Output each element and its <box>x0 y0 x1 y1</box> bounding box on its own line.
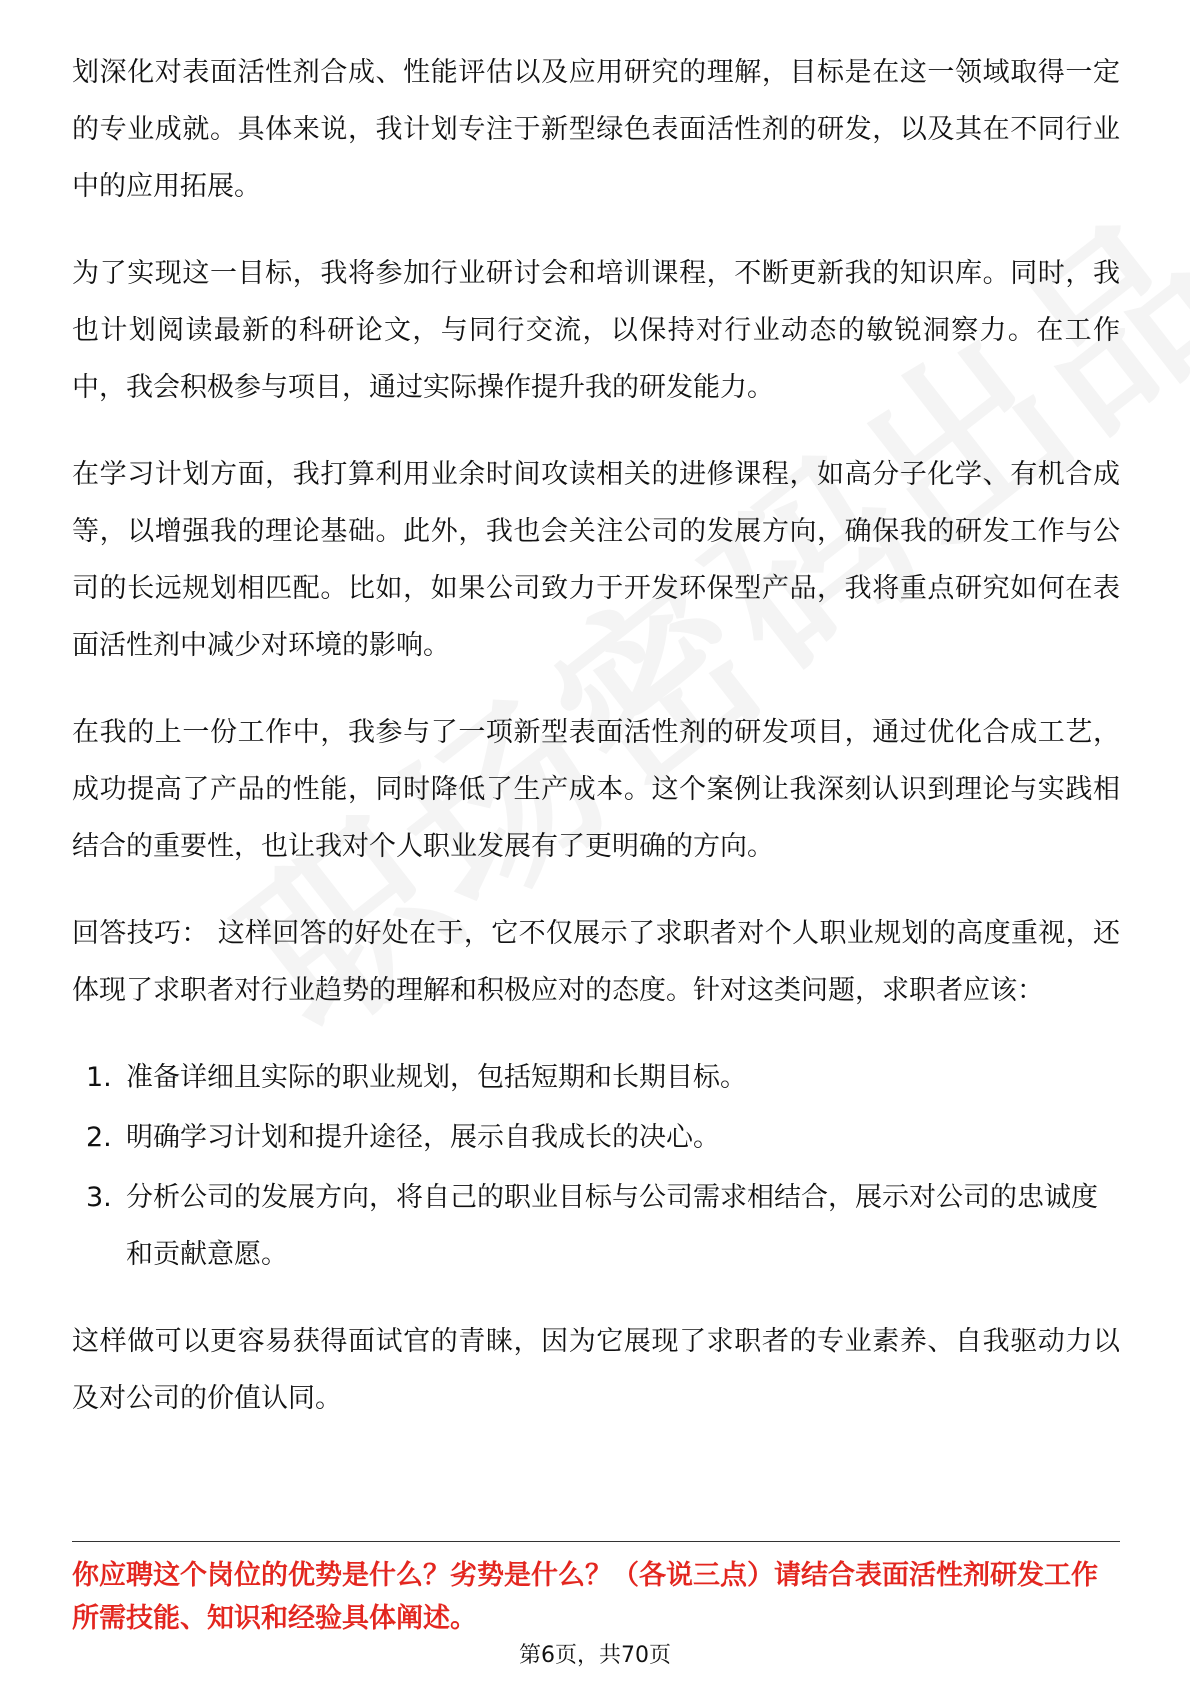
list-item <box>72 1049 1120 1106</box>
tips-list <box>72 1049 1120 1283</box>
list-item <box>72 1109 1120 1166</box>
paragraph-achieve-goal: 为了实现这一目标，我将参加行业研讨会和培训课程，不断更新我的知识库。同时，我也计划阅读最新的科研论文，与同行交流，以保持对行业动态的敏锐洞察力。在工作中，我会积极参与项目，通过实际操作提升我的研发能力。 <box>72 258 1120 403</box>
paragraph-closing: 这样做可以更容易获得面试官的青睐，因为它展现了求职者的专业素养、自我驱动力以及对公司的价值认同。 <box>72 1326 1120 1414</box>
list-item-text: 准备详细且实际的职业规划，包括短期和长期目标。 <box>126 1062 747 1093</box>
paragraph-career-goal: 划深化对表面活性剂合成、性能评估以及应用研究的理解，目标是在这一领域取得一定的专业成就。具体来说，我计划专注于新型绿色表面活性剂的研发，以及其在不同行业中的应用拓展。 <box>72 57 1120 202</box>
list-item-text: 明确学习计划和提升途径，展示自我成长的决心。 <box>126 1122 720 1153</box>
list-item-number: 1. <box>86 1062 112 1093</box>
list-item-text: 分析公司的发展方向，将自己的职业目标与公司需求相结合，展示对公司的忠诚度和贡献意愿。 <box>126 1182 1098 1270</box>
list-item-number: 3. <box>86 1182 112 1213</box>
paragraph-past-experience: 在我的上一份工作中，我参与了一项新型表面活性剂的研发项目，通过优化合成工艺，成功提高了产品的性能，同时降低了生产成本。这个案例让我深刻认识到理论与实践相结合的重要性，也让我对个人职业发展有了更明确的方向。 <box>72 717 1120 862</box>
list-item <box>72 1169 1120 1283</box>
section-divider <box>72 1541 1120 1542</box>
paragraph-study-plan: 在学习计划方面，我打算利用业余时间攻读相关的进修课程，如高分子化学、有机合成等，以增强我的理论基础。此外，我也会关注公司的发展方向，确保我的研发工作与公司的长远规划相匹配。比如，如果公司致力于开发环保型产品，我将重点研究如何在表面活性剂中减少对环境的影响。 <box>72 459 1120 661</box>
next-question-heading: 你应聘这个岗位的优势是什么？劣势是什么？（各说三点）请结合表面活性剂研发工作所需技能、知识和经验具体阐述。 <box>72 1560 1098 1634</box>
body-content <box>72 44 1120 1457</box>
page-number-footer: 第6页，共70页 <box>519 1643 671 1668</box>
paragraph-answer-tips: 回答技巧： 这样回答的好处在于，它不仅展示了求职者对个人职业规划的高度重视，还体现了求职者对行业趋势的理解和积极应对的态度。针对这类问题，求职者应该： <box>72 918 1120 1006</box>
list-item-number: 2. <box>86 1122 112 1153</box>
